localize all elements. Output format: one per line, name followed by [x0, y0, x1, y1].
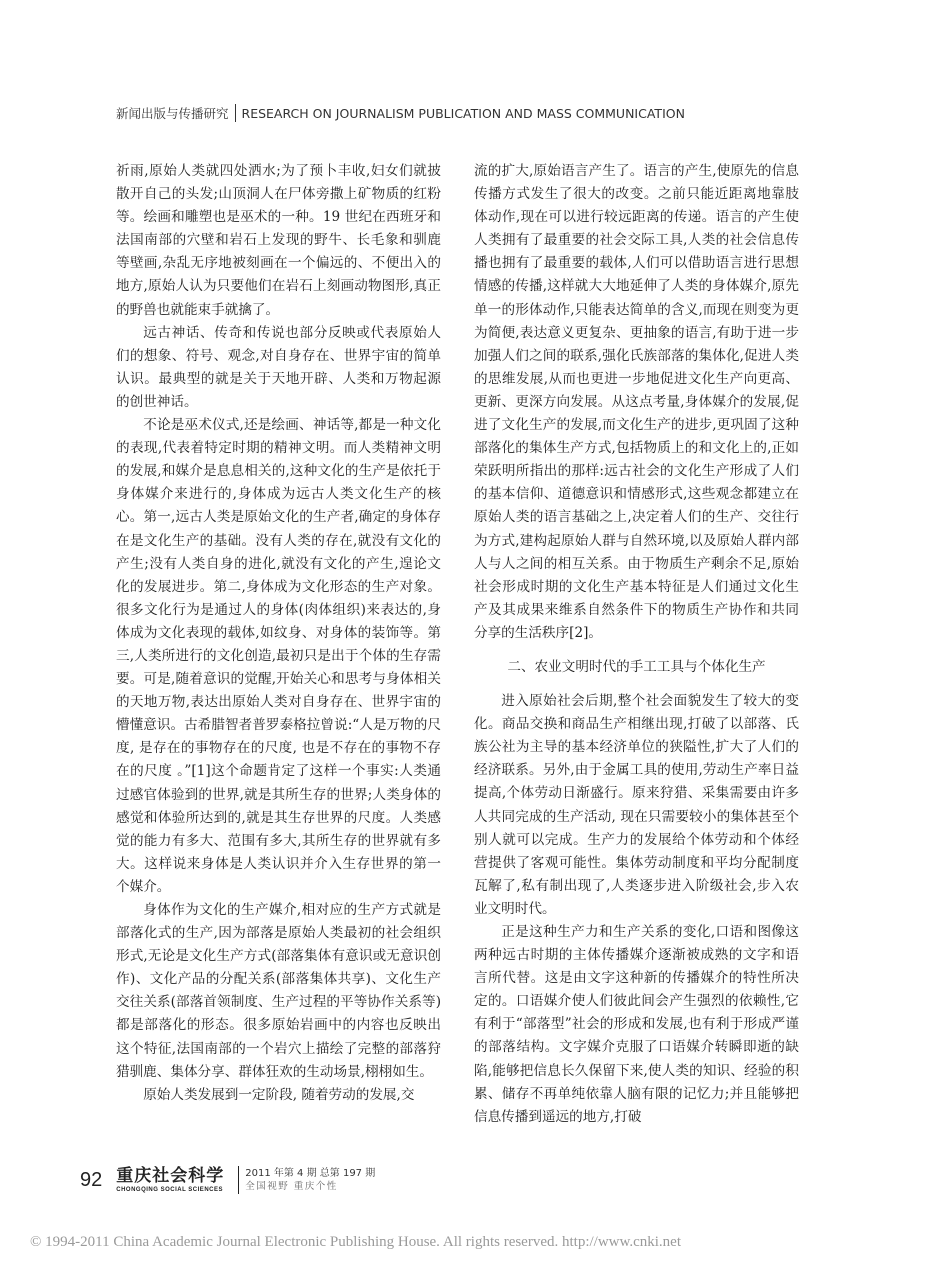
running-header	[116, 103, 836, 123]
header-english-title: RESEARCH ON JOURNALISM PUBLICATION AND MASS COMMUNICATION	[241, 105, 685, 121]
right-column	[474, 160, 799, 1129]
footer-divider	[238, 1166, 239, 1194]
section-heading: 二、农业文明时代的手工工具与个体化生产	[507, 658, 766, 675]
page-number: 92	[80, 1168, 103, 1191]
paragraph: 不论是巫术仪式,还是绘画、神话等,都是一种文化的表现,代表着特定时期的精神文明。而人类精神文明的发展,和媒介是息息相关的,这种文化的生产是依托于身体媒介来进行的,身体成为远古人类文化生产的核心。第一,远古人类是原始文化的生产者,确定的身体存在是文化生产的基础。没有人类的存在,就没有文化的产生;没有人类自身的进化,就没有文化的产生,遑论文化的发展进步。第二,身体成为文化形态的生产对象。很多文化行为是通过人的身体(肉体组织)来表达的,身体成为文化表现的载体,如纹身、对身体的装饰等。第三,人类所进行的文化创造,最初只是出于个体的生存需要。可是,随着意识的觉醒,开始关心和思考与身体相关的天地万物,表达出原始人类对自身存在、世界宇宙的懵懂意识。古希腊智者普罗泰格拉曾说:“人是万物的尺度, 是存在的事物存在的尺度, 也是不存在的事物不存在的尺度 。”[1]这个命题肯定了这样一个事实:人类通过感官体验到的世界,就是其所生存的世界;人类身体的感觉和体验所达到的,就是其生存世界的尺度。人类感觉的能力有多大、范围有多大,其所生存的世界就有多大。这样说来身体是人类认识并介入生存世界的第一个媒介。	[116, 417, 441, 895]
issue-number: 2011 年第 4 期 总第 197 期	[245, 1167, 376, 1179]
paragraph-continued: 流的扩大,原始语言产生了。语言的产生,使原先的信息传播方式发生了很大的改变。之前只能近距离地靠肢体动作,现在可以进行较远距离的传递。语言的产生使人类拥有了最重要的社会交际工具,人类的社会信息传播也拥有了最重要的载体,人们可以借助语言进行思想情感的传播,这样就大大地延伸了人类的身体媒介,原先单一的形体动作,只能表达简单的含义,而现在则变为更为简便,表达意义更复杂、更抽象的语言,有助于进一步加强人们之间的联系,强化氏族部落的集体化,促进人类的思维发展,从而也更进一步地促进文化生产向更高、更新、更深方向发展。从这点考量,身体媒介的发展,促进了文化生产的发展,而文化生产的进步,更巩固了这种部落化的集体生产方式,包括物质上的和文化上的,正如荣跃明所指出的那样:远古社会的文化生产形成了人们的基本信仰、道德意识和情感形式,这些观念都建立在原始人类的语言基础之上,决定着人们的生产、交往行为方式,建构起原始人群与自然环境,以及原始人群内部人与人之间的相互关系。由于物质生产剩余不足,原始社会形成时期的文化生产基本特征是人们通过文化生产及其成果来维系自然条件下的物质生产协作和共同分享的生活秩序[2]。	[474, 163, 799, 641]
copyright-notice: © 1994-2011 China Academic Journal Electronic Publishing House. All rights reserved. http://www.cnki.net	[30, 1234, 682, 1250]
paragraph: 正是这种生产力和生产关系的变化,口语和图像这两种远古时期的主体传播媒介逐渐被成熟的文字和语言所代替。这是由文字这种新的传播媒介的特性所决定的。口语媒介使人们彼此间会产生强烈的依赖性,它有利于“部落型”社会的形成和发展,也有利于形成严谨的部落结构。文字媒介克服了口语媒介转瞬即逝的缺陷,能够把信息长久保留下来,使人类的知识、经验的积累、储存不再单纯依靠人脑有限的记忆力;并且能够把信息传播到遥远的地方,打破	[474, 924, 799, 1125]
paragraph: 远古神话、传奇和传说也部分反映或代表原始人们的想象、符号、观念,对自身存在、世界宇宙的简单认识。最典型的就是关于天地开辟、人类和万物起源的创世神话。	[116, 324, 441, 410]
journal-logo	[116, 1165, 225, 1193]
paragraph: 身体作为文化的生产媒介,相对应的生产方式就是部落化式的生产,因为部落是原始人类最初的社会组织形式,无论是文化生产方式(部落集体有意识或无意识创作)、文化产品的分配关系(部落集体共享)、文化生产交往关系(部落首领制度、生产过程的平等协作关系等)都是部落化的形态。很多原始岩画中的内容也反映出这个特征,法国南部的一个岩穴上描绘了完整的部落狩猎驯鹿、集体分享、群体狂欢的生动场景,栩栩如生。	[116, 902, 441, 1080]
header-divider	[235, 104, 236, 122]
journal-slogan: 全国视野 重庆个性	[245, 1180, 338, 1192]
journal-name-english: CHONGQING SOCIAL SCIENCES	[116, 1186, 223, 1193]
page-footer	[80, 1165, 375, 1195]
paragraph: 原始人类发展到一定阶段, 随着劳动的发展,交	[143, 1086, 415, 1103]
paragraph-continued: 祈雨,原始人类就四处洒水;为了预卜丰收,妇女们就披散开自己的头发;山顶洞人在尸体旁撒上矿物质的红粉等。绘画和雕塑也是巫术的一种。19 世纪在西班牙和法国南部的穴壁和岩石上发现的野牛、长毛象和驯鹿等壁画,杂乱无序地被刻画在一个偏远的、不便出入的地方,原始人认为只要他们在岩石上刻画动物图形,真正的野兽也就能束手就擒了。	[116, 163, 441, 318]
issue-info	[245, 1169, 375, 1192]
paragraph: 进入原始社会后期,整个社会面貌发生了较大的变化。商品交换和商品生产相继出现,打破了以部落、氏族公社为主导的基本经济单位的狭隘性,扩大了人们的经济联系。另外,由于金属工具的使用,劳动生产率日益提高,个体劳动日渐盛行。原来狩猎、采集需要由许多人共同完成的生产活动, 现在只需要较小的集体甚至个别人就可以完成。生产力的发展给个体劳动和个体经营提供了客观可能性。集体劳动制度和平均分配制度瓦解了,私有制出现了,人类逐步进入阶级社会,步入农业文明时代。	[474, 693, 799, 917]
left-column	[116, 160, 441, 1107]
journal-name: 重庆社会科学	[116, 1165, 225, 1186]
header-section-title: 新闻出版与传播研究	[116, 106, 229, 121]
